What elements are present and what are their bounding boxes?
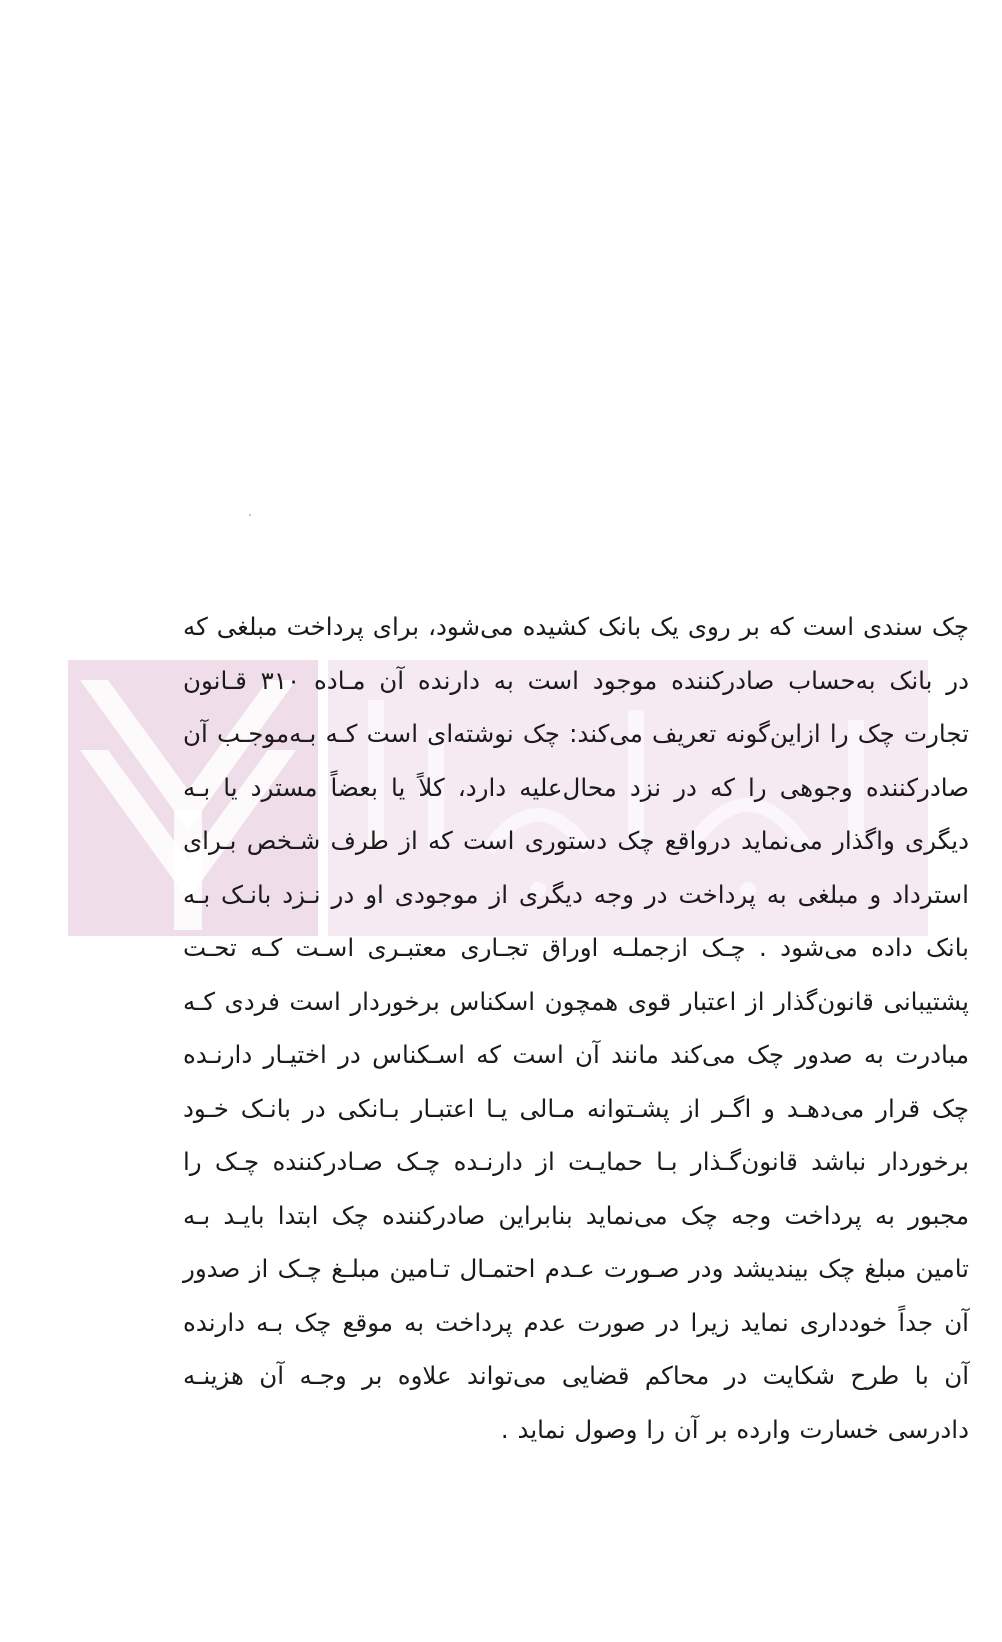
- scan-speck: [249, 514, 251, 516]
- body-paragraph: چک سندی است که بر روی یک بانک کشیده می‌شود، برای پرداخت مبلغی که در بانک به‌حساب صادرکننده موجود است به دارنده آن مـاده ۳۱۰ قـانون تجارت چک را ازاین‌گونه تعریف می‌کند: چک نوشته‌ای است کـه بـه‌موجـب آن صادرکننده وجوهی را که در نزد محال‌علیه دارد، کلاً یا بعضاً مسترد یا بـه دیگری واگذار می‌نماید درواقع چک دستوری است که از طرف شـخص بـرای استرداد و مبلغی به پرداخت در وجه دیگری از موجودی او در نـزد بانـک بـه بانک داده می‌شود . چـک ازجملـه اوراق تجـاری معتبـری اسـت کـه تحـت پشتیبانی قانون‌گذار از اعتبار قوی همچون اسکناس برخوردار است فردی کـه مبادرت به صدور چک می‌کند مانند آن است که اسـکناس در اختیـار دارنـده چک قرار می‌دهـد و اگـر از پشـتوانه مـالی یـا اعتبـار بـانکی در بانـک خـود برخوردار نباشد قانون‌گـذار بـا حمایـت از دارنـده چـک صـادرکننده چـک را مجبور به پرداخت وجه چک می‌نماید بنابراین صادرکننده چک ابتدا بایـد بـه تامین مبلغ چک بیندیشد ودر صـورت عـدم احتمـال تـامین مبلـغ چـک از صدور آن جداً خودداری نماید زیرا در صورت عدم پرداخت به موقع چک بـه دارنده آن با طرح شکایت در محاکم قضایی می‌تواند علاوه بر وجـه آن هزینـه دادرسی خسارت وارده بر آن را وصول نماید .: [183, 612, 969, 1444]
